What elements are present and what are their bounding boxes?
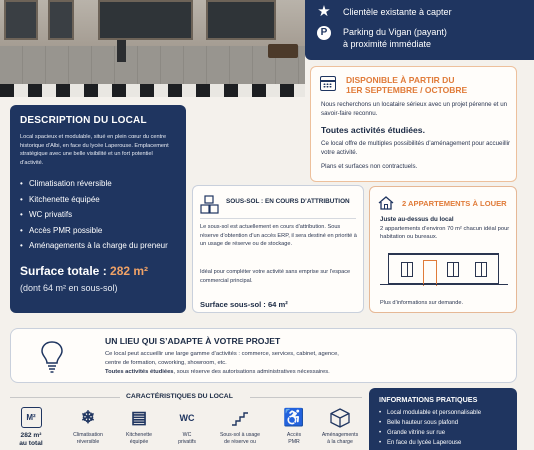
flexible-space-text-2: centre de formation, coworking, showroom, etc.	[105, 360, 227, 366]
building-illustration	[388, 253, 499, 284]
surface-total-label: Surface totale :	[20, 263, 111, 278]
feature-label: Aménagements	[321, 432, 359, 438]
description-item: • Kitchenette équipée	[20, 192, 176, 208]
feature-label: PMR	[288, 439, 300, 445]
lightbulb-icon	[40, 340, 64, 373]
feature-label: réversible	[76, 439, 100, 445]
flexible-space-card	[10, 328, 517, 383]
flexible-space-rest: , sous réserve des autorisations administratives nécessaires.	[173, 369, 330, 375]
features-title: CARACTÉRISTIQUES DU LOCAL	[126, 393, 233, 400]
availability-text-1: Nous recherchons un locataire sérieux avec un projet pérenne et un savoir-faire reconnu.	[321, 101, 508, 117]
feature-label: WC	[182, 432, 192, 438]
practical-info-title: INFORMATIONS PRATIQUES	[379, 395, 478, 404]
basement-title: SOUS-SOL : EN COURS D’ATTRIBUTION	[226, 198, 350, 205]
feature-kitchenette	[117, 407, 161, 446]
practical-info-item: • Grande vitrine sur rue	[379, 428, 507, 438]
feature-surface	[9, 407, 53, 448]
basement-text-1: Le sous-sol est actuellement en cours d’attribution. Sous réserve d’obtention d’un accès ERP, il sera destiné en priorité à un usage de réserve ou de stockage.	[200, 224, 357, 247]
surface-total	[20, 264, 176, 278]
storefront-photo	[0, 0, 305, 97]
description-title: DESCRIPTION DU LOCAL	[20, 115, 147, 126]
house-icon	[378, 196, 394, 210]
feature-label: de réserve ou	[224, 439, 256, 445]
feature-label: Kitchenette	[126, 432, 152, 438]
kitchen-icon: ▤	[130, 407, 148, 427]
calendar-icon	[320, 76, 336, 91]
boxes-icon	[200, 195, 219, 214]
practical-info-list	[379, 408, 507, 448]
practical-info-card	[369, 388, 517, 450]
feature-label: à la charge	[327, 439, 353, 445]
accessibility-icon: ♿	[283, 407, 305, 427]
description-item: • Climatisation réversible	[20, 176, 176, 192]
practical-info-item: • En face du lycée Laperouse	[379, 438, 507, 448]
description-lead: Local spacieux et modulable, situé en plein cœur du centre historique d’Albi, en face du lycée Laperouse. Emplacement stratégique avec une belle visibilité et un fort potentiel d’activité.	[20, 134, 169, 166]
basement-text-2: Idéal pour compléter votre activité sans emprise sur l’espace commercial principal.	[200, 269, 351, 284]
parking-icon: P	[317, 26, 331, 40]
apartments-note: Plus d’informations sur demande.	[380, 300, 464, 306]
basement-card	[192, 185, 364, 313]
basement-surface: Surface sous-sol : 64 m²	[200, 300, 288, 309]
stairs-icon	[230, 407, 251, 428]
feature-label: équipée	[129, 439, 149, 445]
highlight-clientele-text: Clientèle existante à capter	[343, 7, 452, 17]
feature-amenagements	[318, 407, 362, 446]
snowflake-icon: ❄	[80, 407, 96, 427]
feature-wc	[165, 407, 209, 446]
feature-label: privatifs	[178, 439, 196, 445]
feature-label: Accès	[286, 432, 302, 438]
box-icon	[330, 407, 351, 428]
flexible-space-title: UN LIEU QUI S’ADAPTE À VOTRE PROJET	[105, 336, 281, 346]
availability-bold: Toutes activités étudiées.	[321, 125, 425, 135]
apartments-card	[369, 186, 517, 313]
feature-climatisation	[66, 407, 110, 446]
availability-text-3: Plans et surfaces non contractuels.	[321, 163, 418, 170]
area-icon: M²	[21, 407, 42, 428]
practical-info-item: • Belle hauteur sous plafond	[379, 418, 507, 428]
description-item: • WC privatifs	[20, 207, 176, 223]
availability-title	[346, 75, 511, 95]
apartments-subtitle: Juste au-dessus du local	[380, 216, 454, 223]
flexible-space-text-1: Ce local peut accueillir une large gamme d’activités : commerce, services, cabinet, agence,	[105, 351, 339, 357]
feature-pmr	[272, 407, 316, 446]
availability-title-line-2: 1ER SEPTEMBRE / OCTOBRE	[346, 85, 468, 95]
feature-basement	[218, 407, 262, 446]
description-item: • Aménagements à la charge du preneur	[20, 238, 176, 254]
basement-divider	[200, 218, 356, 219]
feature-label: Sous-sol à usage	[219, 432, 261, 438]
feature-label: au total	[19, 440, 43, 447]
surface-total-value: 282 m²	[110, 263, 149, 278]
highlight-parking	[317, 26, 447, 50]
feature-label: 282 m²	[20, 432, 42, 439]
highlights-panel	[305, 0, 534, 60]
star-icon: ★	[317, 3, 331, 20]
parking-line-1: Parking du Vigan (payant)	[343, 27, 447, 37]
apartments-title: 2 APPARTEMENTS À LOUER	[402, 199, 507, 208]
flexible-space-text-3	[105, 368, 505, 377]
wc-icon: WC	[179, 412, 195, 423]
features-header	[10, 393, 362, 403]
parking-line-2: à proximité immédiate	[343, 39, 432, 49]
description-item: • Accès PMR possible	[20, 223, 176, 239]
highlight-clientele	[317, 5, 452, 19]
description-card	[10, 105, 186, 313]
availability-text-2: Ce local offre de multiples possibilités d’aménagement pour accueillir votre activité.	[321, 140, 511, 156]
description-list	[20, 176, 176, 254]
availability-title-line-1: DISPONIBLE À PARTIR DU	[346, 75, 455, 85]
surface-total-sub: (dont 64 m² en sous-sol)	[20, 282, 118, 293]
flexible-space-bold: Toutes activités étudiées	[105, 369, 174, 375]
practical-info-item: • Local modulable et personnalisable	[379, 408, 507, 418]
highlight-parking-text	[343, 26, 447, 50]
apartments-text: 2 appartements d’environ 70 m² chacun idéal pour habitation ou bureaux.	[380, 226, 510, 241]
availability-card	[310, 66, 517, 182]
feature-label: Climatisation	[73, 432, 103, 438]
